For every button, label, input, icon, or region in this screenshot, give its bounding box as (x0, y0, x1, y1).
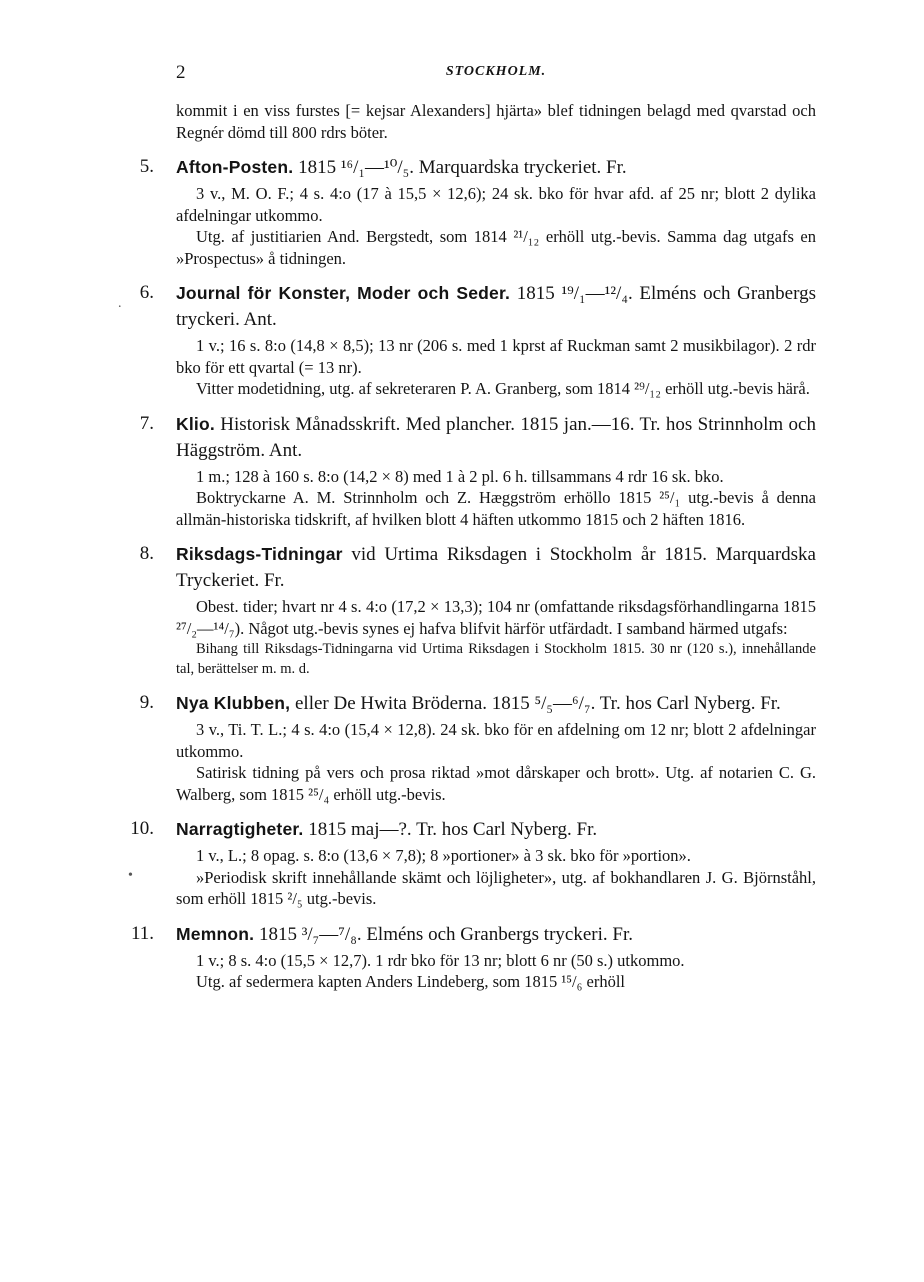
intro-text: kommit i en viss furstes [= kejsar Alexanders] hjärta» blef tidningen belagd med qvarstad och Regnér dömd till 800 rdrs böter. (176, 101, 816, 142)
entry-title (176, 816, 816, 843)
entry-title-rest: 1815 ¹⁹/₁—¹²/₄. Elméns och Granbergs tryckeri. Ant. (176, 283, 816, 330)
entry-paragraph: Obest. tider; hvart nr 4 s. 4:o (17,2 × 13,3); 104 nr (omfattande riksdagsförhandlingarna 1815 ²⁷/₂—¹⁴/₇). Något utg.-bevis synes ej hafva blifvit härför utfärdadt. I samband härmed utgafs: (176, 597, 816, 638)
entry-number: 5. (139, 156, 154, 177)
entry-paragraph: Utg. af justitiarien And. Bergstedt, som 1814 ²¹/₁₂ erhöll utg.-bevis. Samma dag utgafs en »Prospectus» å tidningen. (176, 227, 816, 268)
entry-paragraph: Utg. af sedermera kapten Anders Lindeberg, som 1815 ¹⁵/₆ erhöll (196, 972, 625, 991)
entry-paragraph: Vitter modetidning, utg. af sekreteraren P. A. Granberg, som 1814 ²⁹/₁₂ erhöll utg.-bevis härå. (196, 379, 810, 398)
entry-small-note: Bihang till Riksdags-Tidningarna vid Urtima Riksdagen i Stockholm 1815. 30 nr (120 s.), innehållande tal, berättelser m. m. d. (176, 641, 816, 677)
entry-8 (139, 541, 816, 679)
entry-11 (130, 921, 816, 993)
entry-title (176, 541, 816, 594)
entry-9 (139, 690, 816, 805)
margin-mark: • (128, 868, 133, 883)
entry-paragraph: 3 v., M. O. F.; 4 s. 4:o (17 à 15,5 × 12,6); 24 sk. bko för hvar afd. af 25 nr; blott 2 dylika afdelningar utkommo. (176, 184, 816, 225)
entry-paragraph: 1 v.; 16 s. 8:o (14,8 × 8,5); 13 nr (206 s. med 1 kprst af Ruckman samt 2 musikbilagor). 2 rdr bko för ett qvartal (= 13 nr). (176, 336, 816, 377)
page-number: 2 (176, 62, 186, 83)
entry-name: Memnon. (176, 923, 255, 944)
entry-title-rest: vid Urtima Riksdagen i Stockholm år 1815. Marquardska Tryckeriet. Fr. (176, 544, 816, 591)
entry-name: Journal för Konster, Moder och Seder. (176, 283, 511, 303)
entry-title-rest: 1815 ³/₇—⁷/₈. Elméns och Granbergs tryckeri. Fr. (254, 923, 633, 945)
page-header (176, 62, 816, 86)
entry-paragraph: 1 m.; 128 à 160 s. 8:o (14,2 × 8) med 1 à 2 pl. 6 h. tillsammans 4 rdr 16 sk. bko. (196, 466, 724, 486)
entry-paragraph: Satirisk tidning på vers och prosa riktad »mot dårskaper och brott». Utg. af notarien C. G. Walberg, som 1815 ²⁵/₄ erhöll utg.-bevis. (176, 763, 816, 804)
entry-number: 7. (139, 412, 154, 434)
entry-7 (139, 411, 816, 531)
entry-paragraph: 1 v.; 8 s. 4:o (15,5 × 12,7). 1 rdr bko för 13 nr; blott 6 nr (50 s.) utkommo. (196, 950, 685, 970)
entry-title-rest: eller De Hwita Bröderna. 1815 ⁵/₅—⁶/₇. Tr. hos Carl Nyberg. Fr. (290, 693, 781, 714)
entry-paragraph: 1 v., L.; 8 opag. s. 8:o (13,6 × 7,8); 8 »portioner» à 3 sk. bko för »portion». (196, 846, 691, 865)
entry-name: Afton-Posten. (176, 157, 294, 177)
entry-paragraph: 3 v., Ti. T. L.; 4 s. 4:o (15,4 × 12,8). 24 sk. bko för en afdelning om 12 nr; blott 2 afdelningar utkommo. (176, 720, 816, 761)
entry-title (176, 411, 816, 464)
entry-title (176, 280, 816, 333)
intro-paragraph (176, 100, 816, 143)
entry-title-rest: Historisk Månadsskrift. Med plancher. 1815 jan.—16. Tr. hos Strinnholm och Häggström. Ant. (176, 413, 816, 461)
entry-number: 9. (139, 692, 154, 713)
entry-title-rest: 1815 ¹⁶/₁—¹⁰/₅. Marquardska tryckeriet. Fr. (293, 157, 627, 178)
entry-title (176, 154, 816, 181)
entry-number: 10. (130, 818, 154, 839)
entry-paragraph: Boktryckarne A. M. Strinnholm och Z. Hæggström erhöllo 1815 ²⁵/₁ utg.-bevis å denna allmän-historiska tidskrift, af hvilken blott 4 häften utkommo 1815 och 2 häften 1816. (176, 488, 816, 529)
entry-6 (139, 280, 816, 400)
entry-name: Riksdags-Tidningar (176, 544, 343, 564)
margin-mark: . (118, 296, 122, 311)
entry-name: Klio. (176, 413, 215, 434)
entry-name: Nya Klubben, (176, 693, 291, 713)
text-block (130, 100, 816, 993)
entry-title (176, 921, 816, 948)
entry-title-rest: 1815 maj—?. Tr. hos Carl Nyberg. Fr. (303, 819, 598, 840)
entry-number: 11. (130, 922, 154, 944)
entry-5 (139, 154, 816, 269)
entry-name: Narragtigheter. (176, 819, 304, 839)
entry-title (176, 690, 816, 717)
entry-number: 6. (139, 282, 154, 303)
running-title: STOCKHOLM. (445, 64, 547, 79)
entry-number: 8. (139, 543, 154, 564)
entry-10 (130, 816, 816, 910)
entry-paragraph: »Periodisk skrift innehållande skämt och löjligheter», utg. af bokhandlaren J. G. Björnståhl, som erhöll 1815 ²/₅ utg.-bevis. (176, 867, 816, 908)
